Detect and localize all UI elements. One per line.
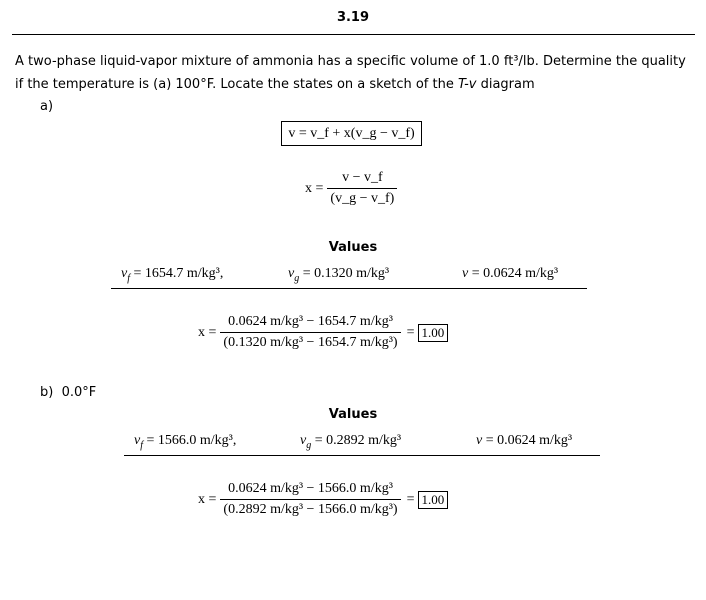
part-b-vf-value: 1566.0 m/kg³ [157,433,233,448]
part-a-calc-lhs: x = [198,324,217,340]
part-b-calculation [198,481,448,518]
quality-formula-denominator: (v_g − v_f) [330,191,395,206]
problem-line-2-italic: T-v [457,77,477,92]
part-a-v: v = 0.0624 m/kg³ [462,266,559,281]
problem-line-2-post: diagram [476,77,535,92]
main-formula-box [281,121,422,146]
part-b-result: 1.00 [418,491,449,509]
header-divider [12,34,695,35]
part-b-vf: $v_f = 1566.0$ m/kg³, [134,433,237,451]
quality-formula [305,170,397,207]
part-b-values-underline [124,455,600,456]
part-a-values-heading: Values [328,240,378,255]
part-b-calc-lhs: x = [198,491,217,507]
part-a-calc-fraction [220,314,400,351]
part-b-v: v = 0.0624 m/kg³ [476,433,573,448]
part-a-vg: $v_g = 0.1320$ m/kg³ [288,266,390,284]
part-a-vf: $v_f = 1654.7$ m/kg³, [121,266,224,284]
page-title: 3.19 [336,10,370,25]
part-a-result: 1.00 [418,324,449,342]
part-a-values-underline [111,288,587,289]
part-b-temperature: 0.0°F [61,385,97,400]
problem-statement [15,50,695,96]
part-a-v-value: 0.0624 m/kg³ [483,266,559,281]
quality-formula-fraction [327,170,397,207]
equals-sign: = [406,491,415,507]
part-b-v-value: 0.0624 m/kg³ [497,433,573,448]
part-a-calc-numerator: 0.0624 m/kg³ − 1654.7 m/kg³ [228,314,393,329]
part-b-letter: b) [40,385,54,400]
part-b-calc-numerator: 0.0624 m/kg³ − 1566.0 m/kg³ [228,481,393,496]
part-a-calculation [198,314,448,351]
quality-formula-numerator: v − v_f [342,170,383,185]
problem-line-2-pre: if the temperature is (a) 100°F. Locate the states on a sketch of the [15,77,458,92]
part-b-vg: $v_g = 0.2892$ m/kg³ [300,433,402,451]
part-b-vg-value: 0.2892 m/kg³ [326,433,402,448]
main-formula: v = v_f + x(v_g − v_f) [288,125,415,141]
part-b-calc-denominator: (0.2892 m/kg³ − 1566.0 m/kg³) [223,502,398,517]
problem-line-2 [15,73,695,96]
part-b-label [40,385,96,400]
part-a-vf-value: 1654.7 m/kg³ [144,266,220,281]
part-b-values-heading: Values [328,407,378,422]
problem-line-1: A two-phase liquid-vapor mixture of ammonia has a specific volume of 1.0 ft³/lb. Determine the quality [15,54,686,69]
part-a-vg-value: 0.1320 m/kg³ [314,266,390,281]
part-b-calc-fraction [220,481,400,518]
equals-sign: = [406,324,415,340]
quality-formula-lhs: x = [305,180,324,196]
part-a-calc-denominator: (0.1320 m/kg³ − 1654.7 m/kg³) [223,335,398,350]
part-a-label: a) [40,99,54,114]
